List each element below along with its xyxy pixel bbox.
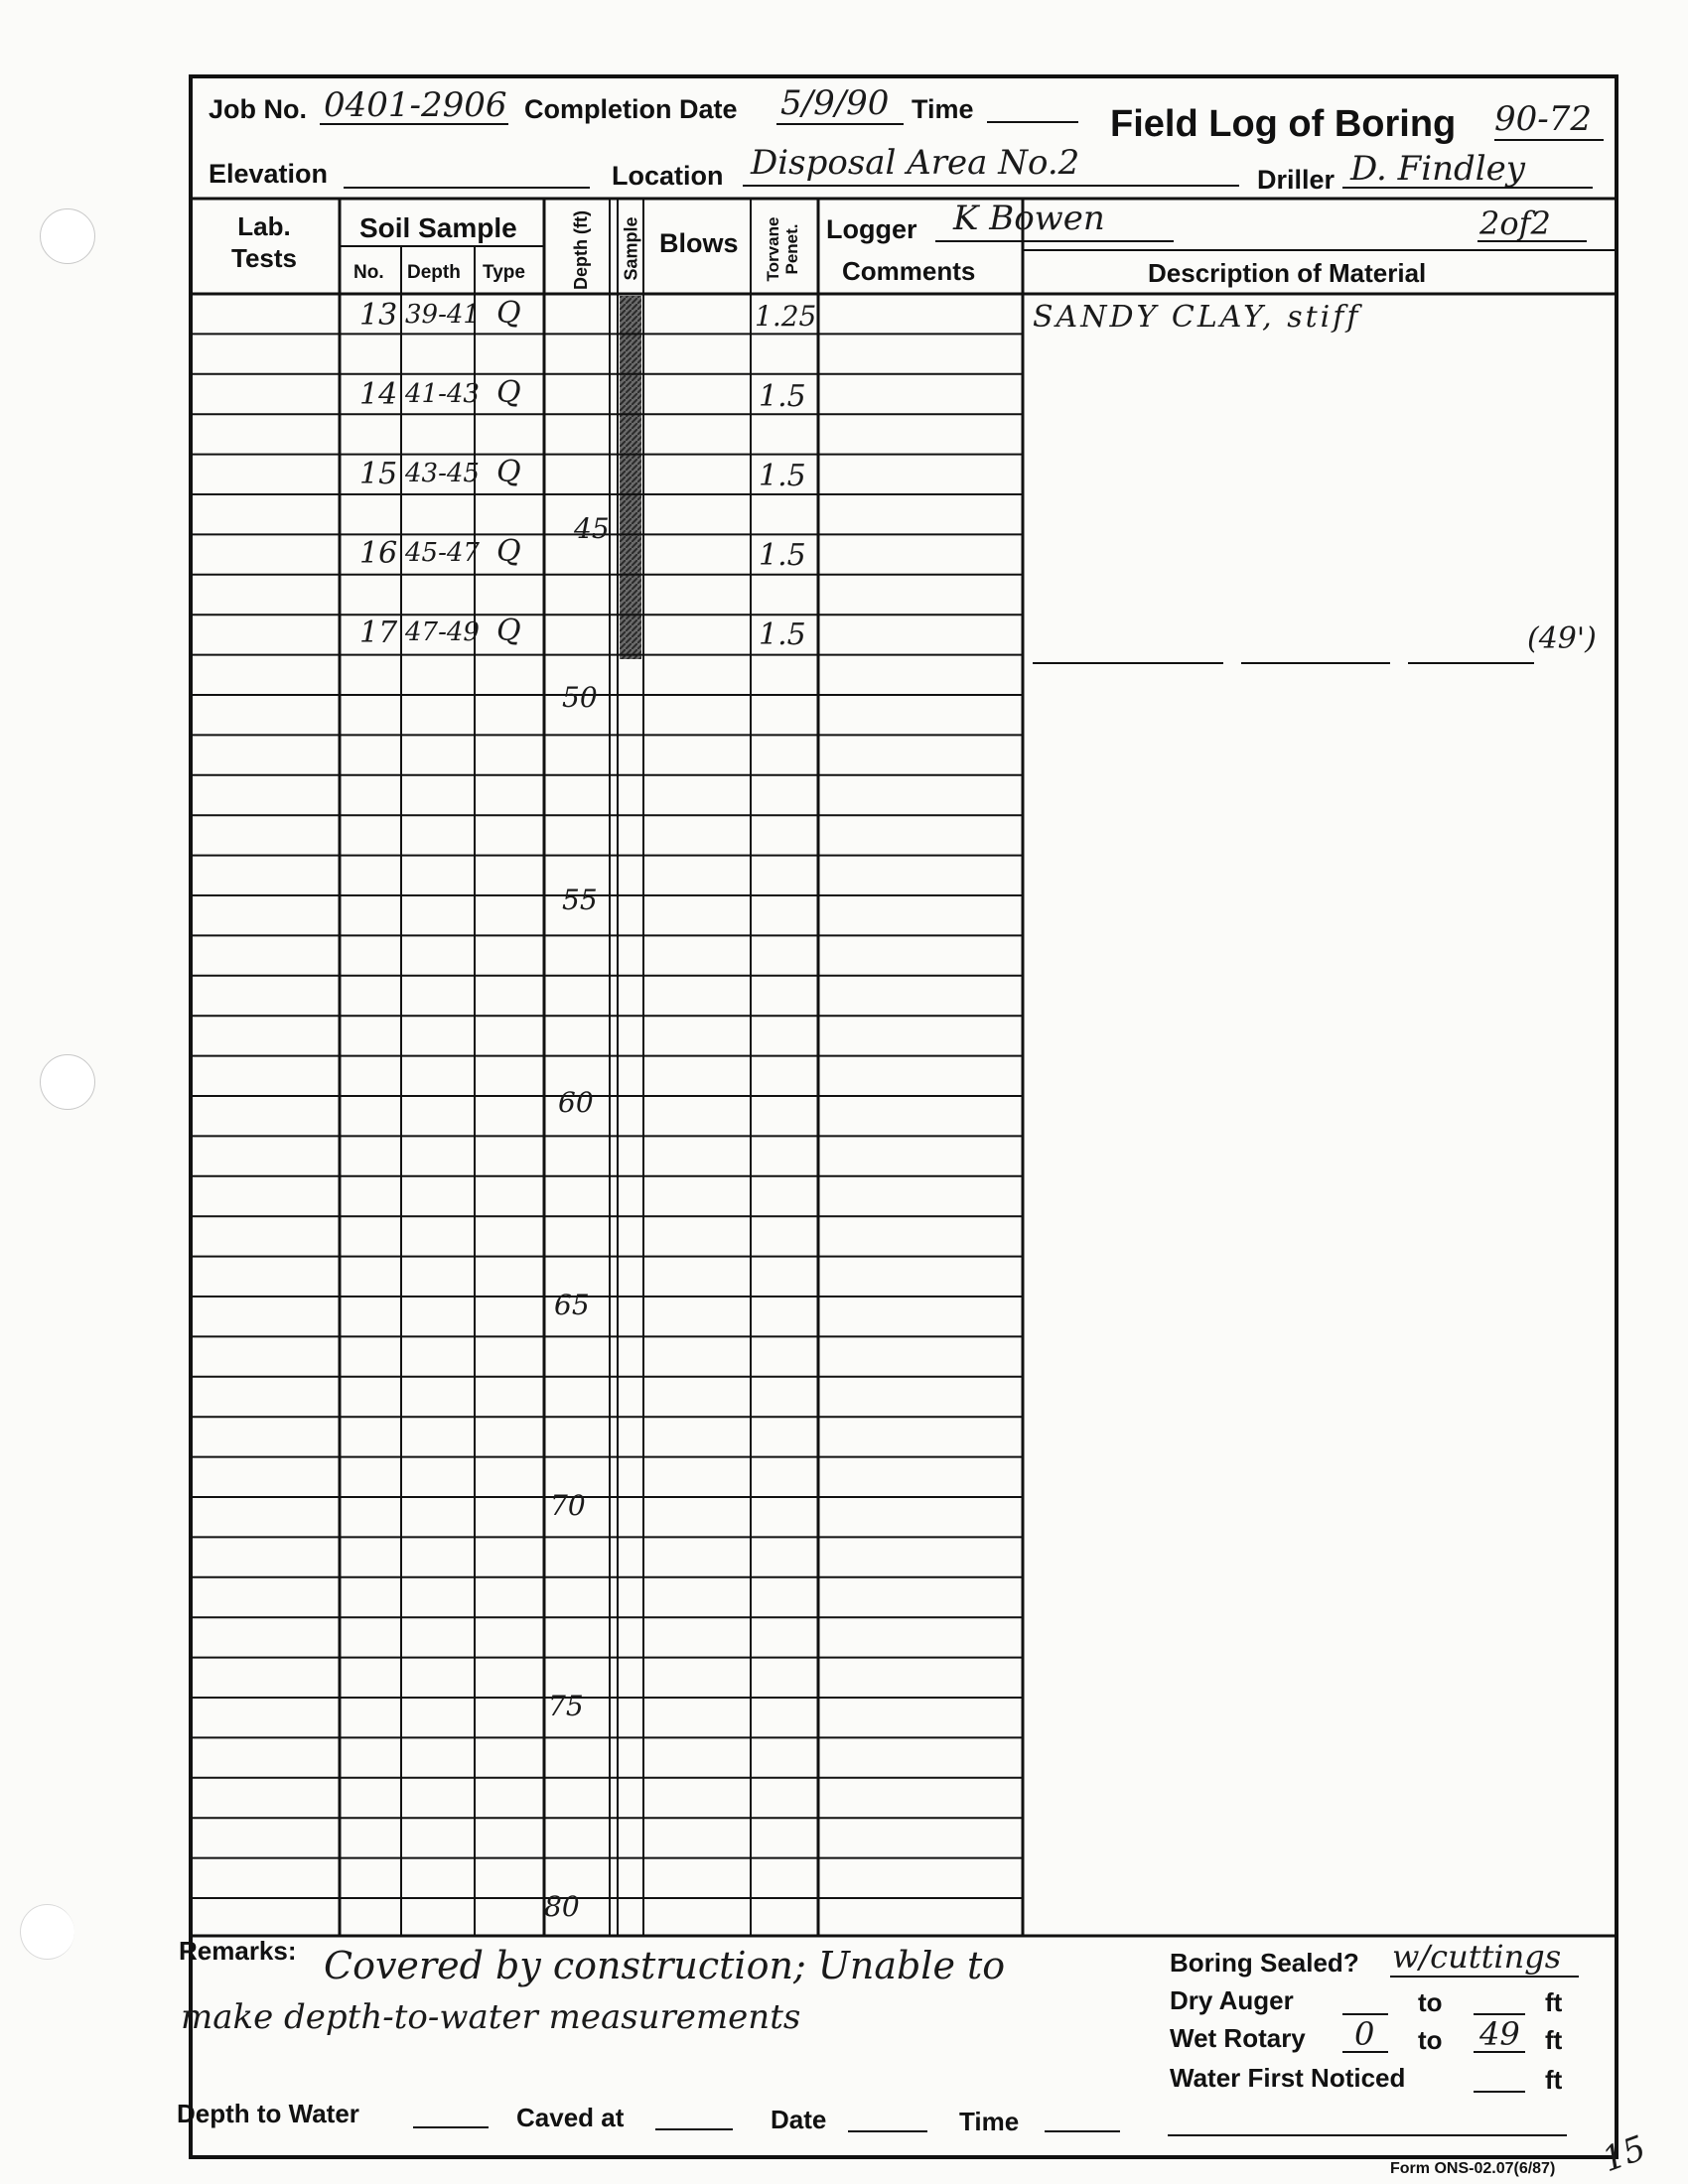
- sample-penet: 1.5: [759, 538, 806, 573]
- location-label: Location: [612, 161, 724, 191]
- sample-penet: 1.25: [755, 300, 817, 333]
- logger-label: Logger: [826, 214, 917, 244]
- date-underline: [848, 2130, 927, 2132]
- sample-no: 16: [359, 536, 398, 571]
- material-description: SANDY CLAY, stiff: [1033, 300, 1361, 335]
- col-description: Description of Material: [1148, 258, 1427, 288]
- time-underline-footer: [1045, 2130, 1120, 2132]
- depth-mark-75: 75: [548, 1690, 584, 1722]
- logger-value: K Bowen: [953, 199, 1105, 238]
- col-blows: Blows: [659, 228, 739, 258]
- depth-to-water-underline: [413, 2126, 489, 2128]
- water-first-noticed-underline: [1474, 2091, 1525, 2093]
- col-lab-tests: Lab. Tests: [231, 211, 297, 273]
- remarks-line-2: make depth-to-water measurements: [181, 1997, 801, 2037]
- sample-type: Q: [496, 614, 521, 648]
- sample-depth: 41-43: [405, 379, 480, 409]
- completion-date-label: Completion Date: [524, 94, 738, 124]
- sample-type: Q: [496, 296, 521, 331]
- water-first-noticed-label: Water First Noticed: [1170, 2063, 1406, 2093]
- col-depth: Depth: [407, 262, 461, 283]
- col-soil-sample: Soil Sample: [359, 212, 517, 243]
- sample-type: Q: [496, 375, 521, 410]
- sample-depth: 43-45: [405, 459, 480, 488]
- elevation-label: Elevation: [209, 159, 329, 189]
- sample-fill-bar: [620, 296, 641, 659]
- dry-auger-label: Dry Auger: [1170, 1985, 1294, 2015]
- wet-rotary-ft-label: ft: [1545, 2025, 1563, 2055]
- depth-mark-45: 45: [574, 512, 610, 545]
- sample-no: 15: [359, 457, 398, 491]
- completion-date-value: 5/9/90: [780, 83, 890, 123]
- boring-sealed-label: Boring Sealed?: [1170, 1948, 1359, 1978]
- boring-no-value: 90-72: [1494, 99, 1593, 139]
- sample-no: 14: [359, 377, 398, 412]
- date-label: Date: [771, 2105, 827, 2134]
- col-comments: Comments: [842, 256, 976, 286]
- location-value: Disposal Area No.2: [751, 143, 1080, 183]
- job-no-value: 0401-2906: [324, 85, 507, 125]
- remarks-label: Remarks:: [179, 1936, 297, 1966]
- dry-auger-to-label: to: [1418, 1987, 1443, 2017]
- wet-rotary-from-value: 0: [1354, 2015, 1375, 2053]
- form-title: Field Log of Boring: [1110, 103, 1457, 145]
- sample-penet: 1.5: [759, 459, 806, 493]
- depth-mark-50: 50: [562, 681, 598, 714]
- depth-mark-55: 55: [562, 884, 598, 916]
- wet-rotary-to-value: 49: [1479, 2015, 1520, 2053]
- bottom-depth-note: (49'): [1527, 621, 1597, 656]
- sample-penet: 1.5: [759, 617, 806, 652]
- col-torvane: Torvane Penet.: [764, 216, 801, 282]
- wet-rotary-to-label: to: [1418, 2025, 1443, 2055]
- water-first-noticed-ft-label: ft: [1545, 2065, 1563, 2095]
- sample-type: Q: [496, 534, 521, 569]
- page-mark: 15: [1597, 2127, 1651, 2181]
- sample-no: 13: [359, 298, 398, 333]
- form-number: Form ONS-02.07(6/87): [1390, 2160, 1556, 2177]
- sample-no: 17: [359, 615, 398, 650]
- depth-mark-80: 80: [544, 1890, 580, 1923]
- page-count-value: 2of2: [1479, 205, 1551, 242]
- caved-at-label: Caved at: [516, 2103, 625, 2132]
- time-label-header: Time: [912, 94, 974, 124]
- caved-at-underline: [655, 2128, 733, 2130]
- col-no: No.: [353, 262, 384, 283]
- sample-type: Q: [496, 455, 521, 489]
- logger-underline: [935, 240, 1174, 242]
- depth-mark-70: 70: [550, 1489, 586, 1522]
- boring-sealed-value: w/cuttings: [1392, 1938, 1562, 1976]
- sample-depth: 47-49: [405, 617, 480, 647]
- sample-penet: 1.5: [759, 379, 806, 414]
- depth-to-water-label: Depth to Water: [177, 2099, 359, 2128]
- depth-mark-60: 60: [558, 1086, 594, 1119]
- sample-depth: 45-47: [405, 538, 480, 568]
- boring-sealed-underline: [1390, 1976, 1579, 1978]
- job-no-label: Job No.: [209, 94, 307, 124]
- remarks-line-1: Covered by construction; Unable to: [324, 1944, 1006, 1987]
- col-depth-ft: Depth (ft): [571, 210, 591, 290]
- driller-label: Driller: [1257, 165, 1336, 195]
- col-type: Type: [483, 262, 525, 283]
- sample-depth: 39-41: [405, 300, 480, 330]
- time-label-footer: Time: [959, 2107, 1020, 2136]
- col-sample: Sample: [621, 216, 641, 281]
- dry-auger-ft-label: ft: [1545, 1987, 1563, 2017]
- driller-value: D. Findley: [1350, 149, 1525, 189]
- extra-footer-underline: [1168, 2134, 1567, 2136]
- depth-mark-65: 65: [554, 1289, 590, 1321]
- wet-rotary-label: Wet Rotary: [1170, 2023, 1306, 2053]
